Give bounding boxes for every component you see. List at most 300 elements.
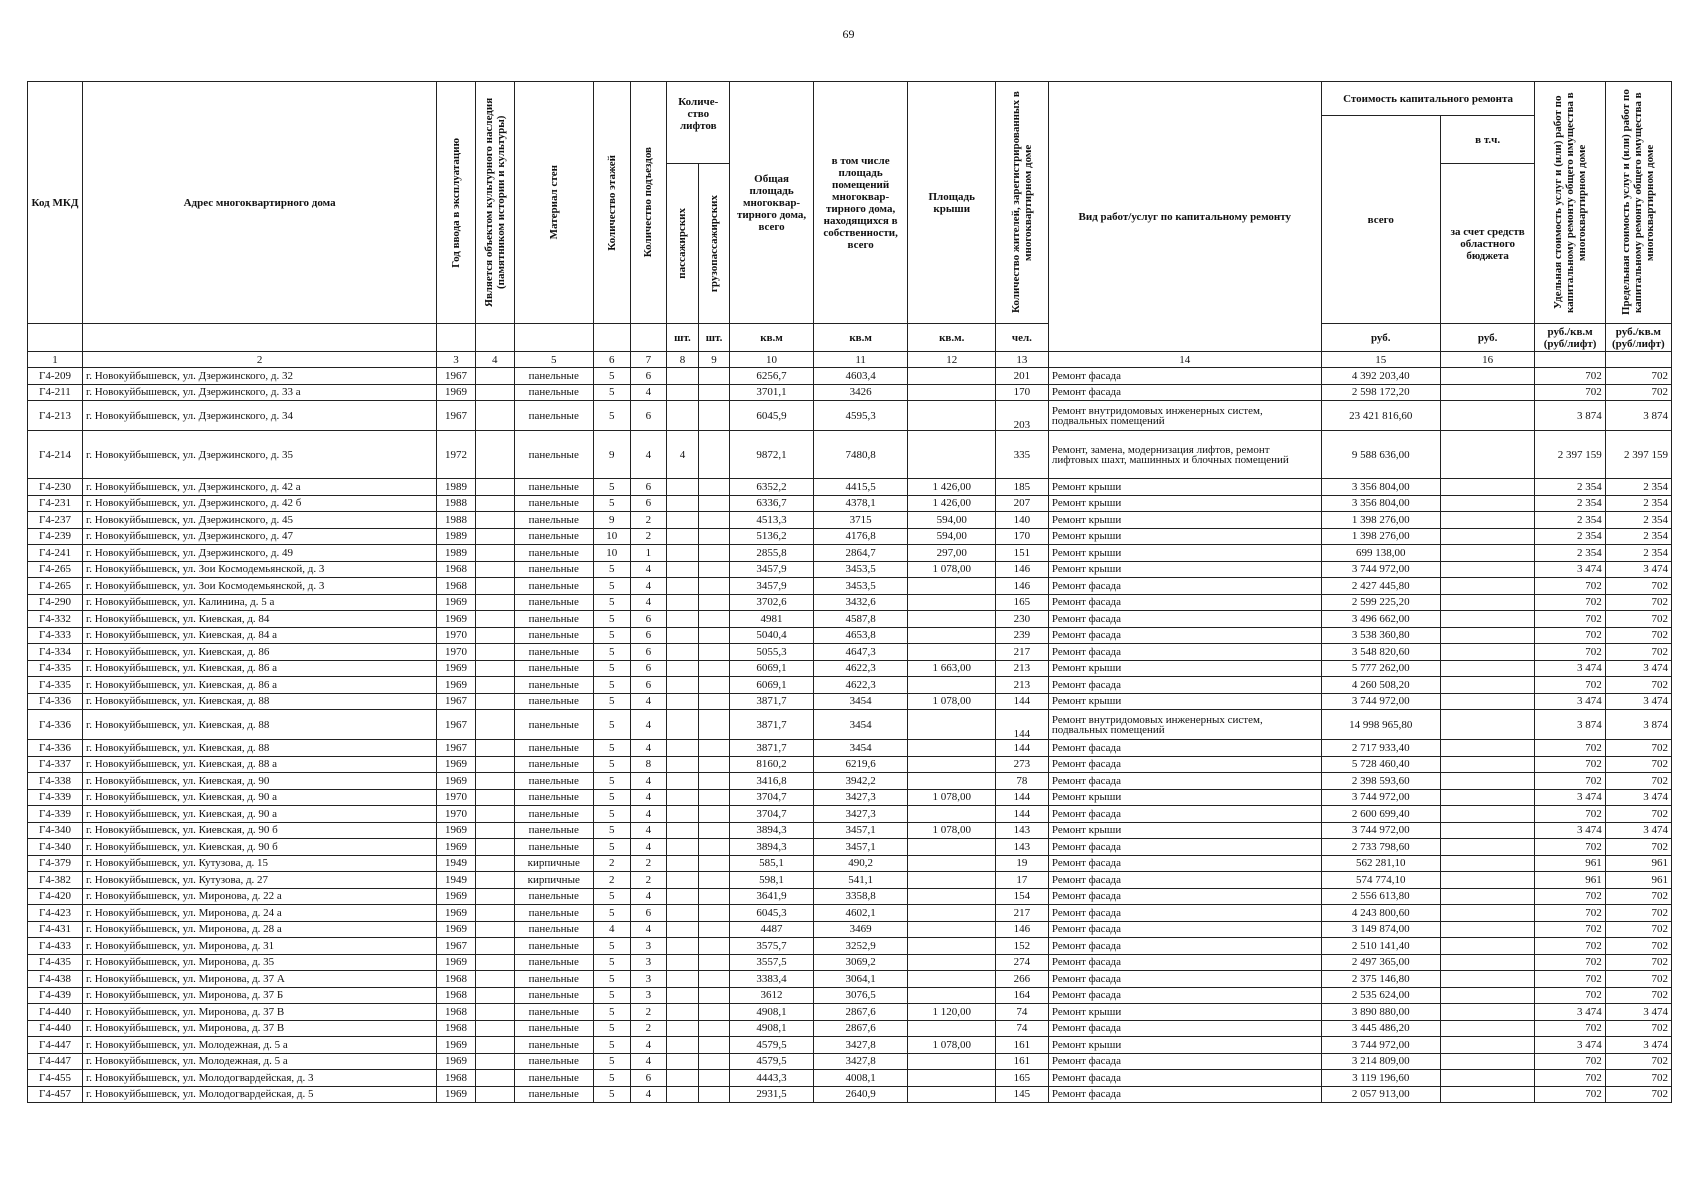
cell-regional [1440,545,1535,562]
table-row [28,921,1672,938]
cell-cost: 3 890 880,00 [1321,1004,1440,1021]
cell-address: г. Новокуйбышевск, ул. Миронова, д. 37 Б [82,987,436,1004]
cell-unit: 2 354 [1535,479,1605,496]
cell-owned: 4587,8 [813,611,908,628]
cell-address: г. Новокуйбышевск, ул. Киевская, д. 88 а [82,756,436,773]
cell-max: 702 [1605,1070,1671,1087]
cell-cost: 14 998 965,80 [1321,710,1440,740]
cell-residents: 144 [995,693,1048,710]
cell-regional [1440,627,1535,644]
cell-lifts-f [698,1053,730,1070]
cell-code: Г4-265 [28,561,83,578]
cell-cost: 3 744 972,00 [1321,1037,1440,1054]
cell-regional [1440,905,1535,922]
cell-residents: 144 [995,740,1048,757]
cell-entrances: 6 [630,1070,667,1087]
cell-address: г. Новокуйбышевск, ул. Киевская, д. 84 а [82,627,436,644]
cell-owned: 2640,9 [813,1086,908,1103]
cell-cost: 2 398 593,60 [1321,773,1440,790]
cell-address: г. Новокуйбышевск, ул. Дзержинского, д. 49 [82,545,436,562]
cell-floors: 5 [593,627,630,644]
cell-area: 6069,1 [730,677,813,694]
cell-area: 4487 [730,921,813,938]
table-row [28,1020,1672,1037]
cell-work: Ремонт фасада [1048,594,1321,611]
cell-regional [1440,644,1535,661]
cell-roof [908,431,996,479]
cell-roof [908,987,996,1004]
cell-regional [1440,1020,1535,1037]
cell-material: панельные [514,773,593,790]
cell-unit: 702 [1535,740,1605,757]
col-cost-incl-header: в т.ч. [1440,116,1535,164]
table-row [28,789,1672,806]
cell-entrances: 6 [630,611,667,628]
table-row [28,594,1672,611]
cell-code: Г4-336 [28,710,83,740]
cell-floors: 5 [593,578,630,595]
column-numbers-row [28,352,1672,368]
cell-max: 702 [1605,756,1671,773]
cell-cost: 1 398 276,00 [1321,528,1440,545]
table-row [28,806,1672,823]
cell-lifts-f [698,644,730,661]
cell-heritage [475,660,514,677]
cell-unit: 3 474 [1535,693,1605,710]
cell-unit: 2 354 [1535,528,1605,545]
cell-unit: 702 [1535,677,1605,694]
cell-cost: 23 421 816,60 [1321,401,1440,431]
cell-address: г. Новокуйбышевск, ул. Киевская, д. 86 а [82,660,436,677]
cell-material: панельные [514,495,593,512]
cell-code: Г4-333 [28,627,83,644]
cell-cost: 3 744 972,00 [1321,693,1440,710]
cell-roof [908,1053,996,1070]
cell-address: г. Новокуйбышевск, ул. Дзержинского, д. 33 а [82,384,436,401]
cell-year: 1970 [437,789,476,806]
table-row [28,431,1672,479]
cell-entrances: 4 [630,431,667,479]
cell-material: кирпичные [514,855,593,872]
cell-regional [1440,693,1535,710]
cell-cost: 3 744 972,00 [1321,822,1440,839]
cell-max: 702 [1605,644,1671,661]
cell-work: Ремонт фасада [1048,740,1321,757]
cell-address: г. Новокуйбышевск, ул. Киевская, д. 86 а [82,677,436,694]
cell-lifts-p [667,773,699,790]
cell-cost: 3 744 972,00 [1321,561,1440,578]
cell-heritage [475,773,514,790]
cell-max: 2 397 159 [1605,431,1671,479]
cell-work: Ремонт, замена, модернизация лифтов, ремонт лифтовых шахт, машинных и блочных помещений [1048,431,1321,479]
table-row [28,888,1672,905]
unit-cell: руб./кв.м (руб/лифт) [1535,324,1605,352]
cell-work: Ремонт фасада [1048,839,1321,856]
cell-year: 1969 [437,611,476,628]
cell-unit: 702 [1535,1086,1605,1103]
cell-owned: 4415,5 [813,479,908,496]
cell-material: панельные [514,1053,593,1070]
cell-lifts-f [698,384,730,401]
cell-heritage [475,938,514,955]
table-row [28,627,1672,644]
cell-lifts-f [698,431,730,479]
col-number [1605,352,1671,368]
cell-regional [1440,740,1535,757]
cell-owned: 4378,1 [813,495,908,512]
table-row [28,1004,1672,1021]
cell-year: 1969 [437,384,476,401]
table-row [28,905,1672,922]
cell-heritage [475,921,514,938]
col-address-header: Адрес многоквартирного дома [82,82,436,324]
cell-residents: 203 [995,401,1048,431]
cell-unit: 3 474 [1535,789,1605,806]
cell-residents: 239 [995,627,1048,644]
cell-floors: 5 [593,561,630,578]
cell-heritage [475,693,514,710]
cell-floors: 5 [593,1020,630,1037]
cell-regional [1440,938,1535,955]
cell-address: г. Новокуйбышевск, ул. Киевская, д. 88 [82,740,436,757]
unit-cell: кв.м [813,324,908,352]
cell-area: 3416,8 [730,773,813,790]
cell-lifts-p [667,710,699,740]
col-number [1535,352,1605,368]
cell-owned: 3469 [813,921,908,938]
cell-lifts-p [667,627,699,644]
cell-owned: 3454 [813,693,908,710]
cell-lifts-f [698,512,730,529]
cell-lifts-p [667,822,699,839]
cell-lifts-p [667,693,699,710]
cell-lifts-f [698,822,730,839]
cell-lifts-f [698,368,730,385]
table-row [28,677,1672,694]
cell-entrances: 4 [630,773,667,790]
cell-max: 702 [1605,971,1671,988]
cell-code: Г4-338 [28,773,83,790]
cell-lifts-p [667,677,699,694]
units-row [28,324,1672,352]
cell-lifts-f [698,872,730,889]
cell-year: 1969 [437,921,476,938]
cell-address: г. Новокуйбышевск, ул. Дзержинского, д. 42 б [82,495,436,512]
cell-lifts-f [698,921,730,938]
cell-material: панельные [514,660,593,677]
cell-material: панельные [514,954,593,971]
cell-max: 3 474 [1605,822,1671,839]
cell-lifts-p [667,872,699,889]
cell-floors: 5 [593,839,630,856]
cell-code: Г4-337 [28,756,83,773]
cell-work: Ремонт крыши [1048,822,1321,839]
cell-area: 6045,3 [730,905,813,922]
cell-regional [1440,888,1535,905]
cell-floors: 5 [593,368,630,385]
cell-code: Г4-438 [28,971,83,988]
cell-cost: 5 777 262,00 [1321,660,1440,677]
cell-max: 702 [1605,921,1671,938]
cell-code: Г4-382 [28,872,83,889]
cell-unit: 961 [1535,855,1605,872]
cell-entrances: 4 [630,1086,667,1103]
cell-owned: 3358,8 [813,888,908,905]
col-number: 5 [514,352,593,368]
cell-entrances: 6 [630,677,667,694]
cell-material: панельные [514,839,593,856]
cell-roof [908,954,996,971]
cell-code: Г4-209 [28,368,83,385]
cell-year: 1989 [437,545,476,562]
cell-lifts-p [667,1004,699,1021]
page-number: 69 [842,27,855,41]
col-number: 12 [908,352,996,368]
cell-material: панельные [514,594,593,611]
cell-year: 1968 [437,578,476,595]
cell-owned: 3942,2 [813,773,908,790]
cell-lifts-f [698,938,730,955]
cell-max: 961 [1605,855,1671,872]
cell-unit: 2 354 [1535,495,1605,512]
cell-residents: 143 [995,822,1048,839]
cell-area: 4579,5 [730,1037,813,1054]
col-number: 6 [593,352,630,368]
cell-work: Ремонт фасада [1048,938,1321,955]
cell-owned: 3427,3 [813,806,908,823]
cell-cost: 2 717 933,40 [1321,740,1440,757]
cell-roof [908,710,996,740]
cell-max: 2 354 [1605,528,1671,545]
cell-roof: 1 078,00 [908,1037,996,1054]
table-row [28,693,1672,710]
cell-max: 3 474 [1605,693,1671,710]
cell-unit: 3 874 [1535,401,1605,431]
cell-residents: 170 [995,528,1048,545]
cell-entrances: 6 [630,644,667,661]
cell-residents: 273 [995,756,1048,773]
cell-max: 702 [1605,938,1671,955]
cell-heritage [475,789,514,806]
col-unit-cost-header: Удельная стоимость услуг и (или) работ по капитальному ремонту общего имущества в многоквартирном доме [1535,82,1605,324]
table-row [28,578,1672,595]
cell-heritage [475,710,514,740]
cell-lifts-p [667,594,699,611]
cell-regional [1440,677,1535,694]
cell-residents: 144 [995,710,1048,740]
cell-max: 702 [1605,954,1671,971]
cell-entrances: 6 [630,495,667,512]
table-row [28,1086,1672,1103]
cell-entrances: 4 [630,693,667,710]
cell-owned: 3453,5 [813,578,908,595]
col-year-header: Год ввода в эксплуатацию [437,82,476,324]
cell-material: панельные [514,368,593,385]
cell-year: 1967 [437,710,476,740]
cell-year: 1967 [437,938,476,955]
cell-entrances: 3 [630,987,667,1004]
cell-residents: 146 [995,578,1048,595]
cell-material: панельные [514,431,593,479]
cell-owned: 3427,8 [813,1053,908,1070]
cell-regional [1440,971,1535,988]
col-number: 2 [82,352,436,368]
cell-unit: 2 397 159 [1535,431,1605,479]
cell-heritage [475,872,514,889]
cell-lifts-p [667,495,699,512]
cell-residents: 140 [995,512,1048,529]
cell-cost: 2 510 141,40 [1321,938,1440,955]
cell-material: панельные [514,938,593,955]
cell-area: 2931,5 [730,1086,813,1103]
cell-residents: 170 [995,384,1048,401]
cell-roof: 1 078,00 [908,561,996,578]
cell-regional [1440,1086,1535,1103]
cell-floors: 5 [593,594,630,611]
cell-owned: 4602,1 [813,905,908,922]
cell-regional [1440,660,1535,677]
cell-heritage [475,384,514,401]
cell-residents: 144 [995,806,1048,823]
cell-owned: 2867,6 [813,1004,908,1021]
cell-owned: 3427,3 [813,789,908,806]
cell-work: Ремонт крыши [1048,528,1321,545]
cell-heritage [475,822,514,839]
col-heritage-header: Является объектом культурного наследия (памятником истории и культуры) [475,82,514,324]
cell-address: г. Новокуйбышевск, ул. Дзержинского, д. 45 [82,512,436,529]
cell-unit: 3 474 [1535,1037,1605,1054]
cell-address: г. Новокуйбышевск, ул. Киевская, д. 88 [82,710,436,740]
cell-cost: 3 119 196,60 [1321,1070,1440,1087]
cell-year: 1988 [437,495,476,512]
cell-work: Ремонт внутридомовых инженерных систем, подвальных помещений [1048,710,1321,740]
cell-floors: 5 [593,644,630,661]
cell-lifts-f [698,578,730,595]
cell-heritage [475,644,514,661]
cell-year: 1968 [437,1020,476,1037]
cell-max: 702 [1605,627,1671,644]
cell-roof [908,594,996,611]
table-row [28,971,1672,988]
cell-max: 2 354 [1605,495,1671,512]
cell-work: Ремонт фасада [1048,888,1321,905]
cell-year: 1968 [437,1004,476,1021]
cell-code: Г4-440 [28,1020,83,1037]
cell-address: г. Новокуйбышевск, ул. Молодогвардейская, д. 5 [82,1086,436,1103]
cell-max: 2 354 [1605,479,1671,496]
cell-heritage [475,368,514,385]
cell-area: 3894,3 [730,839,813,856]
cell-roof: 1 120,00 [908,1004,996,1021]
col-number: 1 [28,352,83,368]
cell-heritage [475,954,514,971]
cell-entrances: 4 [630,594,667,611]
cell-roof [908,677,996,694]
cell-regional [1440,872,1535,889]
cell-regional [1440,987,1535,1004]
cell-residents: 161 [995,1053,1048,1070]
cell-owned: 4653,8 [813,627,908,644]
cell-residents: 74 [995,1020,1048,1037]
repair-table [27,81,1672,1103]
cell-max: 3 874 [1605,710,1671,740]
cell-roof [908,384,996,401]
cell-material: панельные [514,987,593,1004]
cell-regional [1440,839,1535,856]
cell-work: Ремонт фасада [1048,987,1321,1004]
table-row [28,872,1672,889]
cell-lifts-f [698,789,730,806]
cell-heritage [475,431,514,479]
cell-work: Ремонт фасада [1048,1053,1321,1070]
cell-floors: 5 [593,938,630,955]
cell-code: Г4-336 [28,693,83,710]
cell-floors: 5 [593,495,630,512]
cell-owned: 3453,5 [813,561,908,578]
cell-address: г. Новокуйбышевск, ул. Киевская, д. 84 [82,611,436,628]
cell-lifts-f [698,987,730,1004]
cell-floors: 2 [593,855,630,872]
cell-residents: 19 [995,855,1048,872]
cell-roof [908,1020,996,1037]
cell-owned: 4622,3 [813,677,908,694]
cell-cost: 2 598 172,20 [1321,384,1440,401]
cell-lifts-f [698,773,730,790]
cell-year: 1969 [437,756,476,773]
cell-address: г. Новокуйбышевск, ул. Киевская, д. 90 а [82,806,436,823]
cell-work: Ремонт фасада [1048,677,1321,694]
cell-area: 4443,3 [730,1070,813,1087]
cell-code: Г4-241 [28,545,83,562]
cell-address: г. Новокуйбышевск, ул. Кутузова, д. 15 [82,855,436,872]
cell-roof [908,855,996,872]
cell-work: Ремонт фасада [1048,773,1321,790]
cell-material: панельные [514,545,593,562]
cell-owned: 3457,1 [813,839,908,856]
col-lifts-header: Количе-ство лифтов [667,82,730,164]
cell-owned: 4595,3 [813,401,908,431]
cell-lifts-f [698,740,730,757]
cell-lifts-f [698,1070,730,1087]
cell-roof [908,839,996,856]
cell-roof [908,611,996,628]
cell-year: 1969 [437,888,476,905]
cell-area: 6256,7 [730,368,813,385]
cell-material: панельные [514,528,593,545]
cell-work: Ремонт фасада [1048,1020,1321,1037]
cell-max: 3 474 [1605,660,1671,677]
cell-area: 3575,7 [730,938,813,955]
cell-heritage [475,855,514,872]
cell-unit: 3 474 [1535,822,1605,839]
table-row [28,1070,1672,1087]
cell-max: 3 474 [1605,789,1671,806]
cell-area: 4908,1 [730,1020,813,1037]
cell-cost: 3 445 486,20 [1321,1020,1440,1037]
cell-regional [1440,921,1535,938]
col-number: 14 [1048,352,1321,368]
cell-lifts-f [698,594,730,611]
cell-lifts-f [698,1004,730,1021]
cell-lifts-f [698,401,730,431]
cell-year: 1968 [437,1070,476,1087]
cell-floors: 5 [593,905,630,922]
cell-lifts-p [667,954,699,971]
cell-roof [908,971,996,988]
cell-owned: 6219,6 [813,756,908,773]
col-number: 13 [995,352,1048,368]
cell-floors: 5 [593,789,630,806]
